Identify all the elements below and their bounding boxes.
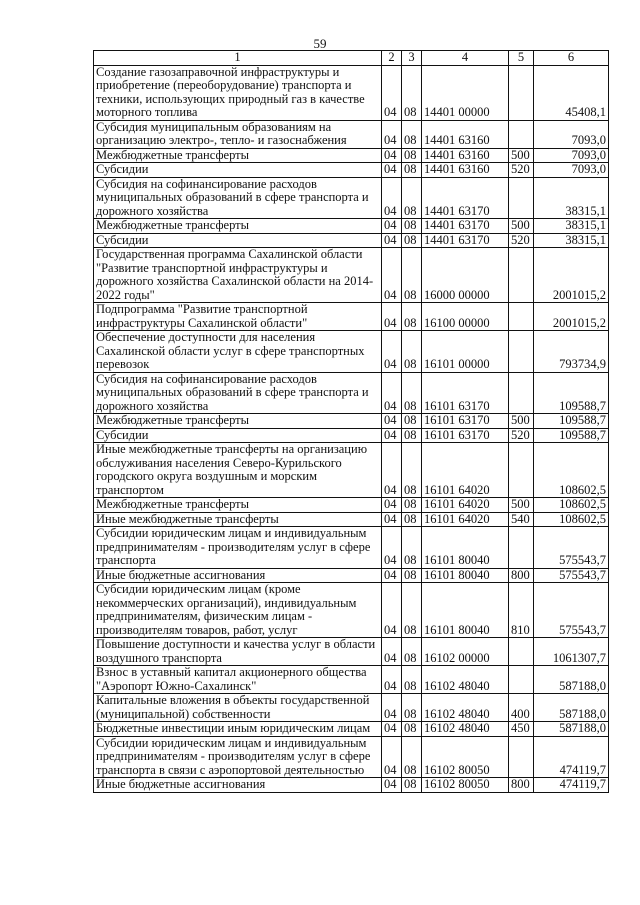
expense-type-code: 500 <box>509 219 534 234</box>
amount: 587188,0 <box>534 666 609 694</box>
target-article-code: 16102 48040 <box>422 694 509 722</box>
table-row <box>94 443 609 498</box>
row-name: Взнос в уставный капитал акционерного общества "Аэропорт Южно-Сахалинск" <box>94 666 382 694</box>
amount: 7093,0 <box>534 148 609 163</box>
expense-type-code: 400 <box>509 694 534 722</box>
amount: 7093,0 <box>534 163 609 178</box>
target-article-code: 14401 63170 <box>422 219 509 234</box>
section-code: 04 <box>382 778 402 793</box>
amount: 474119,7 <box>534 736 609 778</box>
table-row <box>94 498 609 513</box>
amount: 474119,7 <box>534 778 609 793</box>
subsection-code: 08 <box>402 219 422 234</box>
expense-type-code <box>509 177 534 219</box>
table-header-row <box>94 51 609 66</box>
section-code: 04 <box>382 583 402 638</box>
column-header: 4 <box>422 51 509 66</box>
expense-type-code: 520 <box>509 233 534 248</box>
expense-type-code <box>509 331 534 373</box>
page-number: 59 <box>313 36 327 51</box>
expense-type-code <box>509 120 534 148</box>
row-name: Субсидия муниципальным образованиям на организацию электро-, тепло- и газоснабжения <box>94 120 382 148</box>
amount: 109588,7 <box>534 372 609 414</box>
section-code: 04 <box>382 736 402 778</box>
target-article-code: 16102 80050 <box>422 778 509 793</box>
column-header: 3 <box>402 51 422 66</box>
row-name: Межбюджетные трансферты <box>94 219 382 234</box>
subsection-code: 08 <box>402 512 422 527</box>
amount: 109588,7 <box>534 428 609 443</box>
target-article-code: 14401 00000 <box>422 65 509 120</box>
amount: 2001015,2 <box>534 248 609 303</box>
target-article-code: 16100 00000 <box>422 303 509 331</box>
row-name: Субсидии <box>94 233 382 248</box>
row-name: Субсидии юридическим лицам и индивидуальным предпринимателям - производителям услуг в сфере транспорта в связи с аэропортовой деятельностью <box>94 736 382 778</box>
amount: 587188,0 <box>534 694 609 722</box>
section-code: 04 <box>382 414 402 429</box>
amount: 575543,7 <box>534 527 609 569</box>
table-row <box>94 303 609 331</box>
subsection-code: 08 <box>402 666 422 694</box>
subsection-code: 08 <box>402 778 422 793</box>
expense-type-code <box>509 736 534 778</box>
subsection-code: 08 <box>402 248 422 303</box>
amount: 108602,5 <box>534 443 609 498</box>
expense-type-code <box>509 638 534 666</box>
section-code: 04 <box>382 722 402 737</box>
section-code: 04 <box>382 498 402 513</box>
subsection-code: 08 <box>402 148 422 163</box>
amount: 45408,1 <box>534 65 609 120</box>
section-code: 04 <box>382 248 402 303</box>
expense-type-code: 800 <box>509 778 534 793</box>
section-code: 04 <box>382 527 402 569</box>
target-article-code: 16102 00000 <box>422 638 509 666</box>
target-article-code: 16101 64020 <box>422 498 509 513</box>
target-article-code: 16101 64020 <box>422 443 509 498</box>
subsection-code: 08 <box>402 638 422 666</box>
table-row <box>94 120 609 148</box>
section-code: 04 <box>382 177 402 219</box>
target-article-code: 14401 63170 <box>422 177 509 219</box>
table-row <box>94 568 609 583</box>
section-code: 04 <box>382 331 402 373</box>
target-article-code: 16102 80050 <box>422 736 509 778</box>
section-code: 04 <box>382 120 402 148</box>
subsection-code: 08 <box>402 331 422 373</box>
subsection-code: 08 <box>402 120 422 148</box>
target-article-code: 16101 63170 <box>422 428 509 443</box>
row-name: Субсидии юридическим лицам (кроме некоммерческих организаций), индивидуальным предпринимателям, физическим лицам - производителям товаров, работ, услуг <box>94 583 382 638</box>
subsection-code: 08 <box>402 414 422 429</box>
subsection-code: 08 <box>402 428 422 443</box>
expense-type-code <box>509 303 534 331</box>
expense-type-code <box>509 527 534 569</box>
amount: 38315,1 <box>534 177 609 219</box>
amount: 38315,1 <box>534 233 609 248</box>
row-name: Межбюджетные трансферты <box>94 414 382 429</box>
expense-type-code <box>509 372 534 414</box>
subsection-code: 08 <box>402 177 422 219</box>
subsection-code: 08 <box>402 583 422 638</box>
amount: 109588,7 <box>534 414 609 429</box>
section-code: 04 <box>382 443 402 498</box>
row-name: Субсидии <box>94 428 382 443</box>
target-article-code: 16102 48040 <box>422 722 509 737</box>
table-row <box>94 722 609 737</box>
table-row <box>94 638 609 666</box>
expense-type-code: 540 <box>509 512 534 527</box>
subsection-code: 08 <box>402 694 422 722</box>
expense-type-code <box>509 248 534 303</box>
row-name: Межбюджетные трансферты <box>94 148 382 163</box>
subsection-code: 08 <box>402 568 422 583</box>
table-row <box>94 736 609 778</box>
row-name: Субсидии <box>94 163 382 178</box>
target-article-code: 14401 63160 <box>422 148 509 163</box>
table-row <box>94 694 609 722</box>
amount: 1061307,7 <box>534 638 609 666</box>
target-article-code: 16102 48040 <box>422 666 509 694</box>
section-code: 04 <box>382 428 402 443</box>
row-name: Повышение доступности и качества услуг в области воздушного транспорта <box>94 638 382 666</box>
subsection-code: 08 <box>402 443 422 498</box>
amount: 38315,1 <box>534 219 609 234</box>
column-header: 2 <box>382 51 402 66</box>
target-article-code: 16101 64020 <box>422 512 509 527</box>
table-row <box>94 248 609 303</box>
target-article-code: 16101 80040 <box>422 583 509 638</box>
section-code: 04 <box>382 163 402 178</box>
section-code: 04 <box>382 65 402 120</box>
section-code: 04 <box>382 148 402 163</box>
expense-type-code: 810 <box>509 583 534 638</box>
row-name: Создание газозаправочной инфраструктуры и приобретение (переоборудование) транспорта и техники, использующих природный газ в качестве моторного топлива <box>94 65 382 120</box>
row-name: Обеспечение доступности для населения Сахалинской области услуг в сфере транспортных перевозок <box>94 331 382 373</box>
target-article-code: 16101 00000 <box>422 331 509 373</box>
table-row <box>94 148 609 163</box>
section-code: 04 <box>382 303 402 331</box>
target-article-code: 16101 63170 <box>422 414 509 429</box>
section-code: 04 <box>382 372 402 414</box>
expense-type-code: 500 <box>509 414 534 429</box>
table-row <box>94 414 609 429</box>
amount: 2001015,2 <box>534 303 609 331</box>
subsection-code: 08 <box>402 163 422 178</box>
subsection-code: 08 <box>402 303 422 331</box>
amount: 575543,7 <box>534 583 609 638</box>
target-article-code: 16101 80040 <box>422 527 509 569</box>
target-article-code: 16000 00000 <box>422 248 509 303</box>
table-row <box>94 527 609 569</box>
budget-table <box>93 50 609 793</box>
row-name: Субсидии юридическим лицам и индивидуальным предпринимателям - производителям услуг в сфере транспорта <box>94 527 382 569</box>
subsection-code: 08 <box>402 736 422 778</box>
subsection-code: 08 <box>402 498 422 513</box>
row-name: Капитальные вложения в объекты государственной (муниципальной) собственности <box>94 694 382 722</box>
row-name: Иные межбюджетные трансферты на организацию обслуживания населения Северо-Курильского городского округа воздушным и морским транспортом <box>94 443 382 498</box>
row-name: Иные межбюджетные трансферты <box>94 512 382 527</box>
target-article-code: 14401 63160 <box>422 120 509 148</box>
subsection-code: 08 <box>402 65 422 120</box>
table-row <box>94 65 609 120</box>
column-header: 5 <box>509 51 534 66</box>
table-row <box>94 583 609 638</box>
amount: 793734,9 <box>534 331 609 373</box>
expense-type-code: 520 <box>509 163 534 178</box>
amount: 575543,7 <box>534 568 609 583</box>
section-code: 04 <box>382 638 402 666</box>
section-code: 04 <box>382 666 402 694</box>
expense-type-code: 450 <box>509 722 534 737</box>
expense-type-code <box>509 65 534 120</box>
table-row <box>94 177 609 219</box>
row-name: Субсидия на софинансирование расходов муниципальных образований в сфере транспорта и дорожного хозяйства <box>94 372 382 414</box>
target-article-code: 16101 80040 <box>422 568 509 583</box>
row-name: Иные бюджетные ассигнования <box>94 568 382 583</box>
expense-type-code: 500 <box>509 148 534 163</box>
row-name: Бюджетные инвестиции иным юридическим лицам <box>94 722 382 737</box>
target-article-code: 14401 63170 <box>422 233 509 248</box>
table-row <box>94 331 609 373</box>
expense-type-code: 500 <box>509 498 534 513</box>
target-article-code: 14401 63160 <box>422 163 509 178</box>
table-row <box>94 372 609 414</box>
subsection-code: 08 <box>402 722 422 737</box>
row-name: Межбюджетные трансферты <box>94 498 382 513</box>
section-code: 04 <box>382 219 402 234</box>
row-name: Субсидия на софинансирование расходов муниципальных образований в сфере транспорта и дорожного хозяйства <box>94 177 382 219</box>
expense-type-code: 520 <box>509 428 534 443</box>
section-code: 04 <box>382 512 402 527</box>
table-row <box>94 428 609 443</box>
expense-type-code: 800 <box>509 568 534 583</box>
row-name: Подпрограмма "Развитие транспортной инфраструктуры Сахалинской области" <box>94 303 382 331</box>
table-row <box>94 233 609 248</box>
target-article-code: 16101 63170 <box>422 372 509 414</box>
expense-type-code <box>509 666 534 694</box>
amount: 587188,0 <box>534 722 609 737</box>
row-name: Иные бюджетные ассигнования <box>94 778 382 793</box>
table-row <box>94 163 609 178</box>
amount: 7093,0 <box>534 120 609 148</box>
section-code: 04 <box>382 233 402 248</box>
table-row <box>94 512 609 527</box>
section-code: 04 <box>382 568 402 583</box>
subsection-code: 08 <box>402 372 422 414</box>
section-code: 04 <box>382 694 402 722</box>
amount: 108602,5 <box>534 512 609 527</box>
column-header: 6 <box>534 51 609 66</box>
table-row <box>94 778 609 793</box>
subsection-code: 08 <box>402 233 422 248</box>
subsection-code: 08 <box>402 527 422 569</box>
table-row <box>94 666 609 694</box>
amount: 108602,5 <box>534 498 609 513</box>
row-name: Государственная программа Сахалинской области "Развитие транспортной инфраструктуры и дорожного хозяйства Сахалинской области на 2014-2022 годы" <box>94 248 382 303</box>
table-row <box>94 219 609 234</box>
column-header: 1 <box>94 51 382 66</box>
expense-type-code <box>509 443 534 498</box>
